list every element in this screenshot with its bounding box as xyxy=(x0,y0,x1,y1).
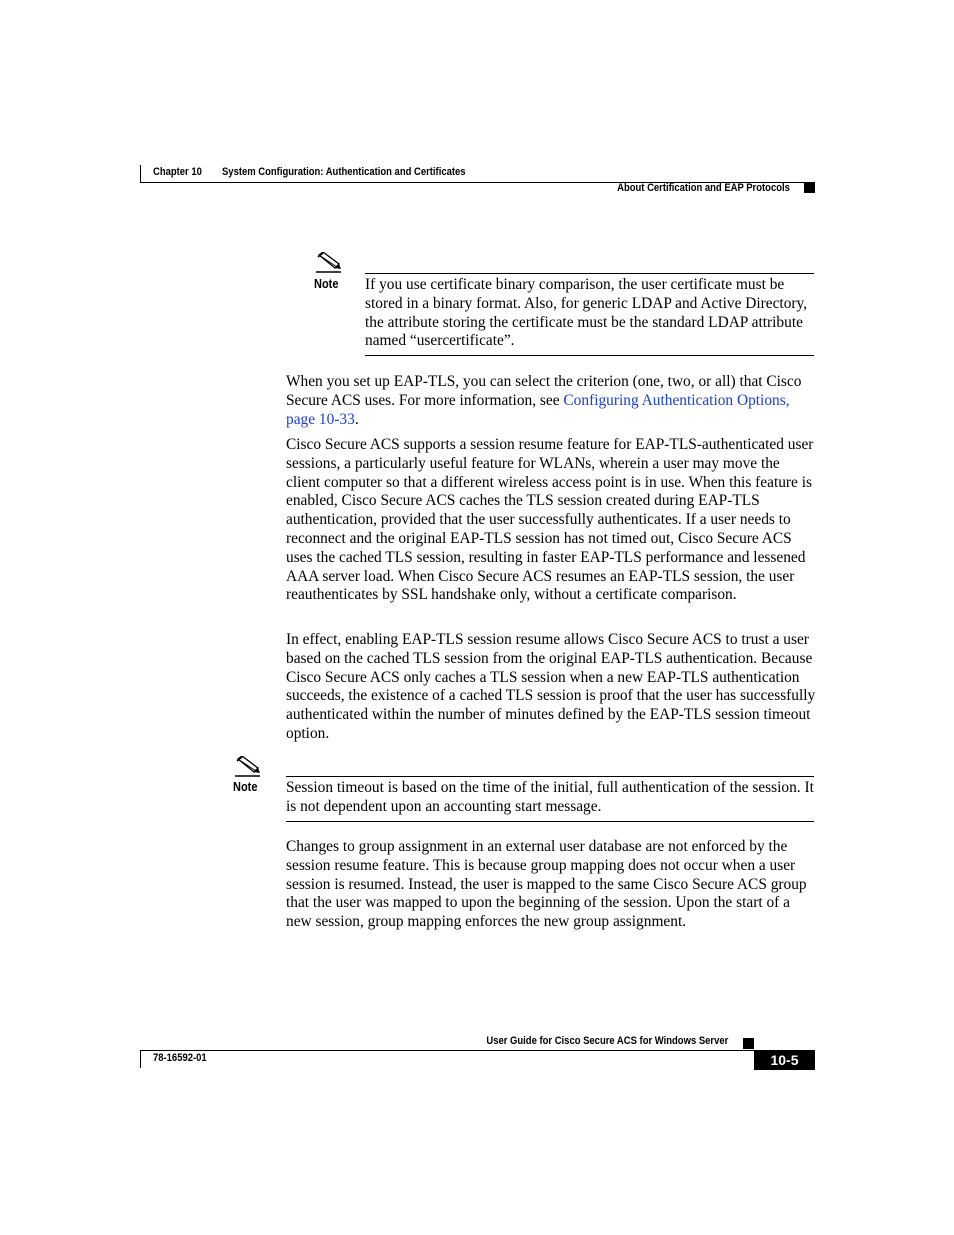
note-pencil-icon xyxy=(313,252,343,274)
footer-left-bar xyxy=(140,1050,141,1068)
footer-marker xyxy=(743,1038,754,1049)
page-number: 10-5 xyxy=(754,1050,815,1070)
header-chapter: Chapter 10 xyxy=(153,166,202,178)
paragraph xyxy=(286,373,816,429)
footer-doc-number: 78-16592-01 xyxy=(153,1052,207,1064)
footer-guide-title: User Guide for Cisco Secure ACS for Windows Server xyxy=(486,1035,728,1047)
paragraph: In effect, enabling EAP-TLS session resume allows Cisco Secure ACS to trust a user based on the cached TLS session from the original EAP-TLS authentication. Because Cisco Secure ACS only caches a TLS session when a new EAP-TLS authentication succeeds, the existence of a cached TLS session is proof that the user has successfully authenticated within the number of minutes defined by the EAP-TLS session timeout option. xyxy=(286,631,816,742)
configuring-authentication-options-link[interactable]: Configuring Authentication Options, page 10-33 xyxy=(286,391,790,428)
paragraph: Changes to group assignment in an external user database are not enforced by the session resume feature. This is because group mapping does not occur when a user session is resumed. Instead, the user is mapped to the same Cisco Secure ACS group that the user was mapped to upon the beginning of the session. Upon the start of a new session, group mapping enforces the new group assignment. xyxy=(286,838,807,931)
note-top-rule xyxy=(365,273,814,274)
footer-rule xyxy=(140,1050,815,1051)
note-text: If you use certificate binary comparison, the user certificate must be stored in a binary format. Also, for generic LDAP and Active Directory, the attribute storing the certificate must be the standard LDAP attribute named “usercertificate”. xyxy=(365,276,808,350)
header-marker xyxy=(804,183,815,193)
note-bottom-rule xyxy=(286,821,814,822)
header-chapter-title: System Configuration: Authentication and Certificates xyxy=(222,166,466,178)
paragraph-text-end: . xyxy=(354,410,359,428)
paragraph: Cisco Secure ACS supports a session resume feature for EAP-TLS-authenticated user sessions, a particularly useful feature for WLANs, wherein a user may move the client computer so that a different wireless access point is in use. When this feature is enabled, Cisco Secure ACS caches the TLS session created during EAP-TLS authentication, provided that the user successfully authenticates. If a user needs to reconnect and the original EAP-TLS session has not timed out, Cisco Secure ACS uses the cached TLS session, resulting in faster EAP-TLS performance and lessened AAA server load. When Cisco Secure ACS resumes an EAP-TLS session, the user reauthenticates by SSL handshake only, without a certificate comparison. xyxy=(286,436,814,604)
note-top-rule xyxy=(286,776,814,777)
paragraph-text: When you set up EAP-TLS, you can select the criterion (one, two, or all) that Cisco Secure ACS uses. For more information, see xyxy=(286,373,802,409)
note-text: Session timeout is based on the time of the initial, full authentication of the session. It is not dependent upon an accounting start message. xyxy=(286,779,814,815)
note-label: Note xyxy=(233,780,258,794)
header-left-bar xyxy=(140,165,141,183)
note-bottom-rule xyxy=(365,355,814,356)
header-section: About Certification and EAP Protocols xyxy=(617,182,790,194)
note-pencil-icon xyxy=(232,756,262,778)
note-label: Note xyxy=(314,277,339,291)
